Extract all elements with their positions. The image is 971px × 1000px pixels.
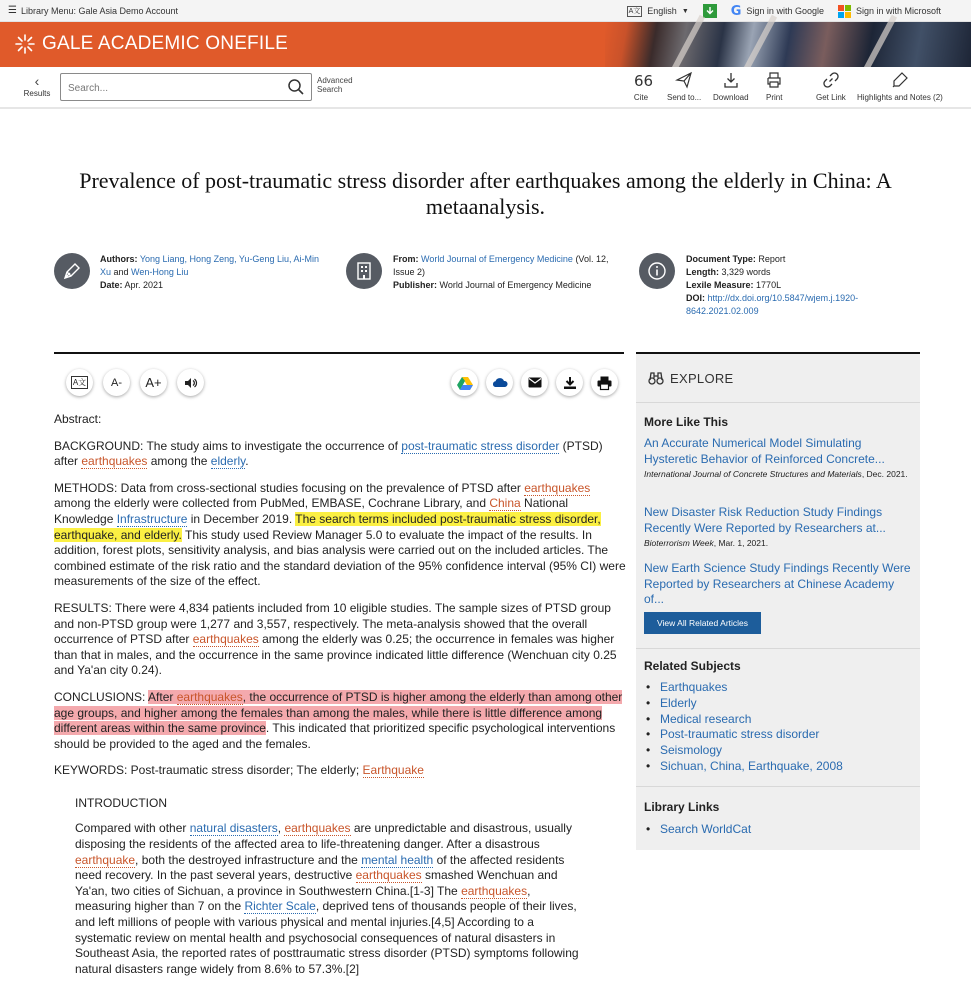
lexile-label: Lexile Measure:: [686, 280, 754, 290]
send-to-button[interactable]: [667, 72, 701, 102]
caret-down-icon: ▼: [681, 7, 689, 15]
doi-link-2[interactable]: 8642.2021.02.009: [686, 306, 759, 316]
hamburger-icon: ☰: [8, 5, 17, 16]
sign-in-google-label: Sign in with Google: [746, 6, 824, 16]
doi-label: DOI:: [686, 293, 705, 303]
text-run: among the: [147, 454, 211, 469]
print-icon: [766, 72, 782, 88]
green-app-icon: [703, 4, 717, 18]
language-label: English: [647, 6, 677, 16]
abstract-conclusions: [54, 690, 626, 752]
translate-icon: A文: [72, 378, 87, 387]
introduction-heading: INTRODUCTION: [75, 795, 167, 810]
download-icon: [723, 72, 739, 88]
banner-image: [605, 22, 971, 67]
related-article-title[interactable]: An Accurate Numerical Model Simulating Hysteretic Behavior of Reinforced Concrete...: [644, 436, 885, 466]
related-article-2[interactable]: [644, 505, 914, 549]
subject-link-earthquakes[interactable]: earthquakes: [284, 821, 351, 836]
translate-button[interactable]: [66, 369, 93, 396]
text-run: After: [148, 689, 177, 704]
document-toolbar: [0, 67, 971, 109]
link-icon: [823, 72, 839, 88]
abstract-results: [54, 601, 626, 679]
length-label: Length:: [686, 267, 719, 277]
subject-link-earthquakes[interactable]: earthquakes: [176, 689, 243, 704]
issue-text: Issue 2): [393, 267, 426, 277]
increase-font-button[interactable]: [140, 369, 167, 396]
google-drive-button[interactable]: [451, 369, 478, 396]
highlights-notes-button[interactable]: [857, 72, 943, 102]
sign-in-microsoft-button[interactable]: [838, 5, 941, 18]
subject-link-earthquakes[interactable]: earthquakes: [192, 632, 259, 647]
text-run: METHODS: Data from cross-sectional studies focusing on the prevalence of PTSD after: [54, 480, 525, 495]
related-article-source: [644, 469, 914, 480]
explore-panel: [636, 354, 920, 850]
authors-link-3[interactable]: Wen-Hong Liu: [131, 267, 189, 277]
text-run: BACKGROUND: The study aims to investigate the occurrence of: [54, 438, 402, 453]
authors-and: and: [111, 267, 132, 277]
article-body: [54, 412, 626, 988]
header-banner: [0, 22, 971, 67]
subject-link-mental-health[interactable]: mental health: [361, 852, 434, 867]
abstract-label: Abstract:: [54, 412, 102, 426]
back-to-results-button[interactable]: [20, 73, 54, 98]
text-run: Compared with other: [75, 821, 190, 836]
text-run: , deprived tens of thousands people of their lives, and left millions of people with various physical and mental injuries.[4,5] According to a systematic review on mental health and psychosocial consequences of natural disasters in Southeast Asia, the reported rates of posttraumatic stress disorder (PTSD) symptoms following natural disasters range widely from 8.6% to 57.3%.[2]: [75, 899, 579, 976]
document-title: Prevalence of post-traumatic stress disorder after earthquakes among the elderly in China: A metaanalysis.: [79, 168, 892, 219]
download-icon: [563, 376, 577, 390]
subject-link-elderly[interactable]: elderly: [210, 454, 246, 469]
highlighter-icon: [892, 72, 908, 88]
download-app-button[interactable]: [703, 4, 717, 18]
authors-link-2[interactable]: Xu: [100, 267, 112, 277]
text-run: (PTSD) after: [54, 438, 603, 469]
text-run: National Knowledge: [54, 496, 569, 526]
cite-label: Cite: [633, 93, 649, 102]
subject-link-china[interactable]: China: [489, 496, 521, 511]
subject-item[interactable]: • Earthquakes: [660, 680, 843, 696]
authors-block: [100, 253, 340, 292]
search-worldcat-link[interactable]: • Search WorldCat: [660, 822, 751, 838]
print-label: Print: [766, 93, 783, 102]
content-divider: [54, 352, 624, 354]
library-links-list: [660, 822, 751, 838]
publisher-label: Publisher:: [393, 280, 438, 290]
results-label: Results: [23, 89, 51, 98]
text-run: CONCLUSIONS:: [54, 689, 149, 704]
translate-icon: A文: [628, 7, 641, 15]
get-link-label: Get Link: [816, 93, 846, 102]
explore-separator: [636, 786, 920, 787]
abstract-methods: [54, 481, 626, 590]
subject-link-earthquake[interactable]: Earthquake: [362, 763, 424, 778]
related-article-source: [644, 538, 914, 549]
search-input[interactable]: [68, 80, 278, 96]
subject-link-earthquake[interactable]: earthquake: [75, 852, 136, 867]
view-all-related-button[interactable]: View All Related Articles: [644, 612, 761, 634]
text-run: among the elderly was 0.25; the occurrence in females was higher than that in males, and the occurrence in the same province indicated little difference (Wenchuan city 0.25 and Ya'an city 0.24).: [54, 632, 617, 678]
subject-link-infrastructure[interactable]: Infrastructure: [116, 511, 188, 526]
text-run: , measuring higher than 7 on the: [75, 883, 531, 914]
pen-icon: [54, 253, 90, 289]
text-run: , the occurrence of PTSD is higher among the elderly than among other age groups, and higher among the females than among the males, while there is little difference among different areas within the same province: [54, 689, 623, 736]
more-like-this-heading: More Like This: [644, 415, 729, 429]
text-run: are unpredictable and disastrous, usually disposing the residents of the affected area to life-threatening danger. After a disastrous: [75, 821, 572, 852]
text-run: . This indicated that prioritized specific psychological interventions should be provided to the aged and the females.: [54, 721, 616, 751]
brand-name: GALE ACADEMIC ONEFILE: [42, 33, 288, 54]
source-block: [393, 253, 628, 292]
decrease-font-button[interactable]: [103, 369, 130, 396]
length-value: 3,329 words: [721, 267, 771, 277]
microsoft-icon: [838, 5, 851, 18]
related-article-1[interactable]: [644, 436, 914, 480]
print-button[interactable]: [766, 72, 782, 102]
sign-in-google-button[interactable]: [731, 4, 824, 19]
speaker-icon: [184, 376, 198, 390]
text-run: among the elderly were collected from PubMed, EMBASE, Cochrane Library, and: [54, 496, 490, 511]
subject-item[interactable]: • Medical research: [660, 712, 843, 728]
explore-header: [648, 371, 734, 386]
doctype-value: Report: [758, 254, 786, 264]
text-run: of the affected residents need recovery. In the past several years, destructive: [75, 852, 565, 883]
advanced-search-link[interactable]: Advanced Search: [317, 76, 353, 94]
email-button[interactable]: [521, 369, 548, 396]
subject-link-richter-scale[interactable]: Richter Scale: [244, 899, 316, 914]
subject-item[interactable]: • Post-traumatic stress disorder: [660, 727, 843, 743]
source-date: , Dec. 2021.: [861, 469, 908, 480]
download-button[interactable]: [713, 72, 749, 102]
subject-link-earthquakes[interactable]: earthquakes: [355, 868, 422, 883]
document-info-block: [686, 253, 916, 318]
text-run: .: [245, 454, 249, 469]
lexile-value: 1770L: [756, 280, 782, 290]
gale-star-icon: [14, 33, 36, 55]
read-aloud-button[interactable]: [177, 369, 204, 396]
google-icon: G: [730, 3, 742, 19]
source-name: Bioterrorism Week: [644, 538, 714, 549]
text-run: RESULTS: There were 4,834 patients included from 10 eligible studies. The sample sizes of PTSD group and non-PTSD group were 1,277 and 3,557, respectively. The meta-analysis showed that the overall occurrence of PTSD after: [54, 600, 611, 647]
related-article-title[interactable]: New Disaster Risk Reduction Study Findings Recently Were Reported by Researchers at...: [644, 505, 886, 535]
date-label: Date:: [100, 280, 123, 290]
highlights-label: Highlights and Notes (2): [857, 93, 943, 102]
related-subjects-heading: Related Subjects: [644, 659, 741, 673]
authors-link-1[interactable]: Yong Liang, Hong Zeng, Yu-Geng Liu, Ai-Min: [139, 254, 319, 264]
subject-link-earthquakes[interactable]: earthquakes: [81, 454, 148, 469]
library-menu[interactable]: [8, 5, 178, 16]
binoculars-icon: [648, 372, 664, 385]
send-icon: [676, 72, 692, 88]
related-article-title[interactable]: New Earth Science Study Findings Recently Were Reported by Researchers at Chinese Academy of...: [644, 561, 911, 607]
text-run: , both the destroyed infrastructure and the: [135, 852, 362, 867]
cite-button[interactable]: [633, 72, 654, 102]
publisher-value: World Journal of Emergency Medicine: [439, 280, 592, 290]
subject-item[interactable]: • Sichuan, China, Earthquake, 2008: [660, 759, 843, 775]
doctype-label: Document Type:: [686, 254, 756, 264]
subject-link-earthquakes[interactable]: earthquakes: [461, 883, 528, 898]
send-to-label: Send to...: [667, 93, 702, 102]
search-box: [60, 73, 312, 101]
google-drive-icon: [457, 376, 473, 390]
print-document-button[interactable]: [591, 369, 618, 396]
source-date: , Mar. 1, 2021.: [713, 538, 769, 549]
gale-logo[interactable]: [14, 33, 288, 55]
get-link-button[interactable]: [816, 72, 846, 102]
text-run: smashed Wenchuan and Ya'an, two cities of Sichuan, a province in Southwestern China.[1-3] The: [75, 868, 558, 898]
explore-separator: [636, 648, 920, 649]
subject-item[interactable]: • Seismology: [660, 743, 843, 759]
abstract-keywords: [54, 763, 626, 779]
reader-tools: [66, 369, 204, 396]
subject-link-natural-disasters[interactable]: natural disasters: [189, 821, 278, 836]
volume-text: (Vol. 12,: [575, 254, 609, 264]
text-run: in December 2019.: [187, 511, 296, 526]
introduction-paragraph: [75, 821, 589, 977]
explore-separator: [636, 402, 920, 403]
library-menu-label: Library Menu: Gale Asia Demo Account: [20, 5, 179, 16]
sign-in-microsoft-label: Sign in with Microsoft: [855, 6, 941, 16]
quote-icon: [633, 72, 654, 90]
language-selector[interactable]: [627, 6, 689, 17]
yellow-highlight[interactable]: The search terms included post-traumatic stress disorder, earthquake, and elderly.: [54, 511, 601, 542]
search-icon[interactable]: [287, 78, 305, 96]
envelope-icon: [528, 377, 542, 388]
explore-title: EXPLORE: [670, 371, 734, 386]
info-icon: [639, 253, 675, 289]
building-icon: [346, 253, 382, 289]
text-run: ,: [277, 821, 285, 836]
cloud-icon: [492, 377, 508, 389]
download-document-button[interactable]: [556, 369, 583, 396]
library-links-heading: Library Links: [644, 800, 720, 814]
share-tools: [451, 369, 618, 396]
doi-link-1[interactable]: http://dx.doi.org/10.5847/wjem.j.1920-: [707, 293, 859, 303]
journal-link[interactable]: World Journal of Emergency Medicine: [421, 254, 573, 264]
printer-icon: [597, 376, 612, 390]
chevron-left-icon: ‹: [34, 73, 40, 89]
top-utility-bar: [0, 0, 971, 22]
text-run: This study used Review Manager 5.0 to evaluate the impact of the results. In addition, forest plots, sensitivity analysis, and bias analysis were carried out on the included articles. The combined estimate of the risk ratio and the standard deviation of the 95% confidence interval (95% CI) were measurements of the size of the effect.: [54, 527, 626, 589]
font-increase-label: A+: [145, 375, 162, 390]
abstract-background: [54, 439, 626, 470]
related-subjects-list: [660, 680, 843, 775]
subject-link-ptsd[interactable]: post-traumatic stress disorder: [401, 438, 560, 453]
authors-label: Authors:: [100, 254, 138, 264]
subject-item[interactable]: • Elderly: [660, 696, 843, 712]
svg-text:66: 66: [634, 72, 654, 90]
font-decrease-label: A-: [111, 376, 122, 389]
download-label: Download: [713, 93, 749, 102]
date-value: Apr. 2021: [124, 280, 164, 290]
onedrive-button[interactable]: [486, 369, 513, 396]
subject-link-earthquakes[interactable]: earthquakes: [524, 480, 591, 495]
text-run: KEYWORDS: Post-traumatic stress disorder; The elderly;: [54, 763, 363, 778]
source-name: International Journal of Concrete Structures and Materials: [644, 469, 862, 480]
from-label: From:: [393, 254, 419, 264]
